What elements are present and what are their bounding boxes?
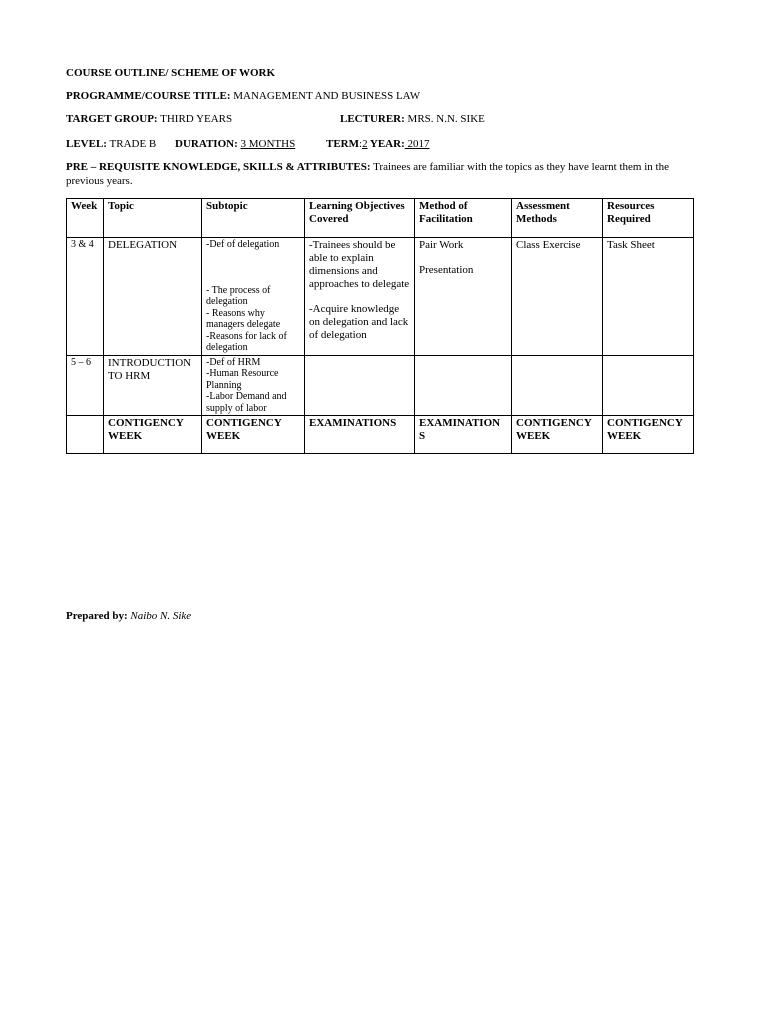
header-assessment-methods: Assessment Methods: [512, 199, 603, 238]
row3-week: [67, 416, 104, 454]
term-separator: :: [359, 138, 363, 150]
row2-topic: INTRODUCTION TO HRM: [104, 355, 202, 416]
duration-line: [175, 137, 295, 151]
row3-subtopic: CONTIGENCY WEEK: [202, 416, 305, 454]
target-group-value: THIRD YEARS: [157, 113, 233, 125]
row1-method-a: Pair Work: [419, 239, 464, 251]
row2-subtopic: [202, 355, 305, 416]
header-learning-objectives: Learning Objectives Covered: [305, 199, 415, 238]
header-method-of-facilitation: Method of Facilitation: [415, 199, 512, 238]
term-value: 2: [362, 138, 368, 150]
row1-method-b: Presentation: [419, 264, 474, 276]
row2-week: 5 – 6: [67, 355, 104, 416]
row3-objectives: EXAMINATIONS: [305, 416, 415, 454]
row2-subtopic-3: -Labor Demand and supply of labor: [206, 391, 287, 414]
header-subtopic: Subtopic: [202, 199, 305, 238]
duration-label: DURATION:: [175, 138, 238, 150]
header-resources-required: Resources Required: [603, 199, 694, 238]
row2-objectives: [305, 355, 415, 416]
row2-subtopic-2: -Human Resource Planning: [206, 368, 279, 391]
row1-objective-b: -Acquire knowledge on delegation and lack of delegation: [309, 303, 409, 341]
row1-method: [415, 238, 512, 356]
table-row: [67, 416, 694, 454]
row1-subtopic-b2: - Reasons why managers delegate: [206, 307, 281, 330]
table-header-row: [67, 199, 694, 238]
row1-subtopic: [202, 238, 305, 356]
row2-resources: [603, 355, 694, 416]
lecturer-value: MRS. N.N. SIKE: [404, 113, 485, 125]
header-topic: Topic: [104, 199, 202, 238]
row1-subtopic-b1: - The process of delegation: [206, 284, 271, 307]
prepared-by-label: Prepared by:: [66, 610, 128, 622]
level-value: TRADE B: [106, 138, 157, 150]
prepared-by-value: Naibo N. Sike: [127, 610, 192, 622]
row1-resources: Task Sheet: [603, 238, 694, 356]
row3-assessment: CONTIGENCY WEEK: [512, 416, 603, 454]
document-heading: COURSE OUTLINE/ SCHEME OF WORK: [66, 67, 276, 79]
row1-week: 3 & 4: [67, 238, 104, 356]
programme-value: MANAGEMENT AND BUSINESS LAW: [230, 90, 421, 102]
duration-value: 3 MONTHS: [240, 138, 296, 150]
row3-method: EXAMINATION S: [415, 416, 512, 454]
level-line: [66, 137, 156, 151]
year-value: 2017: [404, 138, 430, 150]
prerequisites-text: Trainees are familiar with the topics as they have learnt them in the previous years.: [66, 161, 669, 187]
programme-label: PROGRAMME/COURSE TITLE:: [66, 90, 231, 102]
row3-topic: CONTIGENCY WEEK: [104, 416, 202, 454]
row1-subtopic-a: -Def of delegation: [206, 239, 280, 250]
term-year-line: [326, 137, 430, 151]
programme-line: [66, 89, 420, 103]
term-label: TERM: [326, 138, 359, 150]
lecturer-line: [340, 112, 485, 126]
prerequisites-label: PRE – REQUISITE KNOWLEDGE, SKILLS & ATTRIBUTES:: [66, 161, 371, 173]
row2-method: [415, 355, 512, 416]
row1-subtopic-b3: -Reasons for lack of delegation: [206, 330, 287, 353]
target-group-label: TARGET GROUP:: [66, 113, 158, 125]
table-row: [67, 355, 694, 416]
row3-resources: CONTIGENCY WEEK: [603, 416, 694, 454]
lecturer-label: LECTURER:: [340, 113, 405, 125]
header-week: Week: [67, 199, 104, 238]
scheme-of-work-table: [66, 198, 694, 454]
table-row: [67, 238, 694, 356]
year-label: YEAR:: [367, 138, 405, 150]
row1-assessment: Class Exercise: [512, 238, 603, 356]
row2-subtopic-1: -Def of HRM: [206, 356, 261, 368]
level-label: LEVEL:: [66, 138, 107, 150]
row1-objectives: [305, 238, 415, 356]
row1-objective-a: -Trainees should be able to explain dimensions and approaches to delegate: [309, 239, 410, 290]
prepared-by-line: [66, 609, 191, 623]
prerequisites-paragraph: [66, 160, 694, 188]
row2-assessment: [512, 355, 603, 416]
row1-topic: DELEGATION: [104, 238, 202, 356]
target-group-line: [66, 112, 232, 126]
